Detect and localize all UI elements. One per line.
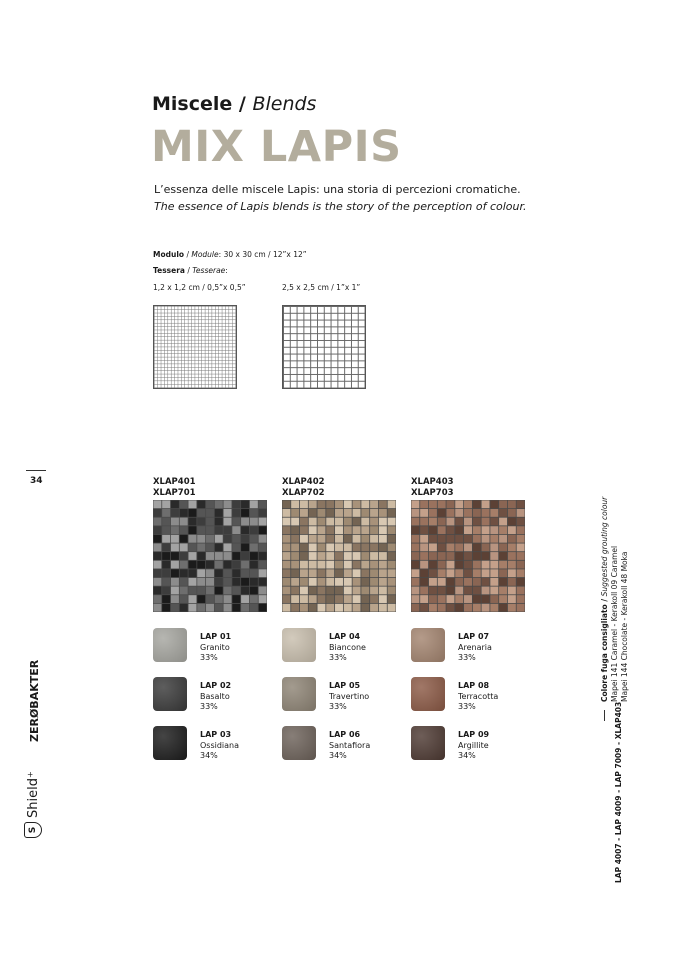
- tile-info: [458, 632, 492, 664]
- mosaic-code-1: [153, 477, 196, 499]
- page-title: MIX LAPIS: [151, 122, 402, 172]
- tile-swatch: [153, 726, 187, 760]
- tile-name: Ossidiana: [200, 740, 240, 750]
- subtitle-it: Miscele: [152, 93, 233, 115]
- tile-percent: 33%: [329, 702, 347, 711]
- mosaic-code-line: XLAP402: [282, 477, 325, 487]
- module-label: Modulo: [153, 250, 185, 259]
- module-label-en: Module: [191, 250, 219, 259]
- tile-spec: Tessera / Tesserae:: [153, 266, 228, 275]
- tile-percent: 33%: [200, 653, 218, 662]
- small-grid-diagram: [153, 305, 237, 389]
- tile-swatch: [282, 628, 316, 662]
- intro-italian: L’essenza delle miscele Lapis: una storia di percezioni cromatiche.: [154, 183, 521, 196]
- tile-code: LAP 02: [200, 681, 232, 690]
- tile-code: LAP 04: [329, 632, 361, 641]
- mosaic-swatch-2: [282, 500, 396, 612]
- tile-code: LAP 01: [200, 632, 232, 641]
- mosaic-swatch-3: [411, 500, 525, 612]
- shield-wordmark: Shield⁺: [25, 771, 41, 818]
- grout-info: [600, 497, 630, 702]
- tile-info: [458, 681, 498, 713]
- tile-info: [458, 730, 489, 762]
- tile-percent: 33%: [329, 653, 347, 662]
- tile-name: Travertino: [329, 691, 370, 701]
- shield-icon: S: [24, 822, 42, 838]
- intro-english: The essence of Lapis blends is the story of the perception of colour.: [154, 200, 527, 213]
- tile-name: Biancone: [329, 642, 366, 652]
- tile-code: LAP 09: [458, 730, 490, 739]
- module-spec: Modulo / Module: 30 x 30 cm / 12”x 12”: [153, 250, 307, 259]
- size-small-label: 1,2 x 1,2 cm / 0,5”x 0,5”: [153, 283, 246, 292]
- tile-code: LAP 08: [458, 681, 490, 690]
- tile-code: LAP 06: [329, 730, 361, 739]
- mosaic-code-2: [282, 477, 325, 499]
- tile-info: [329, 632, 366, 664]
- grout-line-1: Mapei 141 Caramel - Kerakoll 09 Caramel: [610, 545, 619, 702]
- mosaic-code-line: XLAP703: [411, 488, 454, 498]
- size-large-label: 2,5 x 2,5 cm / 1”x 1”: [282, 283, 361, 292]
- tile-percent: 34%: [200, 751, 218, 760]
- grout-heading: Colore fuga consigliato / Suggested grouting colour: [600, 496, 609, 702]
- grout-divider: [604, 710, 605, 721]
- tile-info: [200, 681, 231, 713]
- tile-info: [200, 632, 231, 664]
- page-subtitle: [152, 93, 316, 115]
- tile-label-en: Tesserae: [192, 266, 226, 275]
- grout-heading-it: Colore fuga consigliato: [600, 604, 609, 702]
- tile-percent: 34%: [329, 751, 347, 760]
- grout-codes: LAP 4007 - LAP 4009 - LAP 7009 - XLAP403: [614, 701, 623, 883]
- tile-percent: 33%: [458, 702, 476, 711]
- tile-label: Tessera: [153, 266, 185, 275]
- tile-code: LAP 03: [200, 730, 232, 739]
- tile-info: [329, 730, 370, 762]
- page-number: 34: [30, 476, 43, 486]
- mosaic-code-3: [411, 477, 454, 499]
- tile-code: LAP 07: [458, 632, 490, 641]
- tile-name: Arenaria: [458, 642, 492, 652]
- subtitle-separator: /: [232, 93, 253, 115]
- tile-name: Terracotta: [458, 691, 499, 701]
- mosaic-swatch-1: [153, 500, 267, 612]
- grout-line-2: Mapei 144 Chocolate - Kerakoll 48 Moka: [620, 551, 629, 702]
- tile-info: [200, 730, 239, 762]
- tile-name: Granito: [200, 642, 230, 652]
- grout-heading-en: Suggested grouting colour: [600, 496, 609, 597]
- tile-swatch: [411, 726, 445, 760]
- tile-swatch: [411, 677, 445, 711]
- tile-swatch: [282, 726, 316, 760]
- large-grid-diagram: [282, 305, 366, 389]
- module-value: 30 x 30 cm / 12”x 12”: [223, 250, 307, 259]
- shield-logo: [24, 771, 42, 838]
- tile-name: Santafiora: [329, 740, 371, 750]
- zerobakter-logo: ZERØBAKTER: [28, 659, 41, 742]
- tile-swatch: [282, 677, 316, 711]
- mosaic-code-line: XLAP701: [153, 488, 196, 498]
- mosaic-code-line: XLAP702: [282, 488, 325, 498]
- tile-name: Basalto: [200, 691, 230, 701]
- tile-swatch: [153, 628, 187, 662]
- tile-code: LAP 05: [329, 681, 361, 690]
- page-number-rule: [26, 470, 46, 471]
- tile-percent: 34%: [458, 751, 476, 760]
- tile-name: Argillite: [458, 740, 489, 750]
- tile-info: [329, 681, 369, 713]
- subtitle-en: Blends: [252, 93, 317, 115]
- tile-percent: 33%: [200, 702, 218, 711]
- mosaic-code-line: XLAP401: [153, 477, 196, 487]
- tile-swatch: [411, 628, 445, 662]
- mosaic-code-line: XLAP403: [411, 477, 454, 487]
- tile-percent: 33%: [458, 653, 476, 662]
- tile-swatch: [153, 677, 187, 711]
